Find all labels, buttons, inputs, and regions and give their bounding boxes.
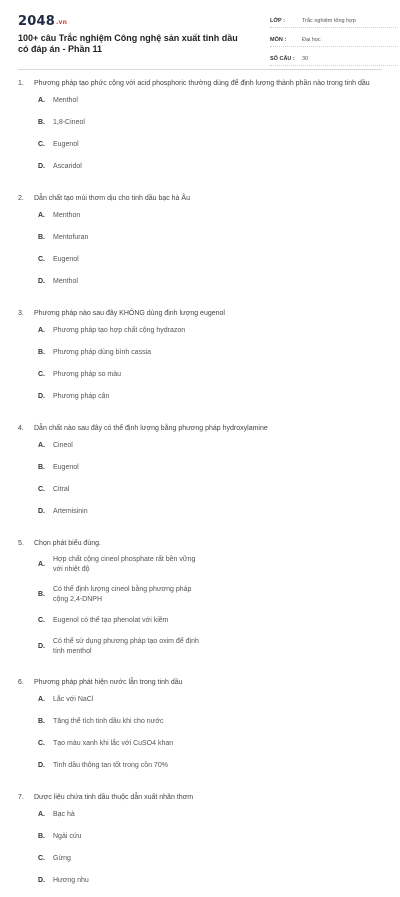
- answer-letter: C.: [38, 740, 45, 747]
- site-logo[interactable]: [18, 14, 67, 29]
- question-number: 4.: [18, 425, 24, 432]
- meta-label: SỐ CÂU :: [270, 55, 295, 62]
- answer-option[interactable]: [38, 325, 211, 337]
- answer-option[interactable]: [38, 391, 211, 403]
- question-header: [18, 423, 382, 434]
- meta-value: Đại học: [302, 36, 321, 43]
- answer-text: Eugenol: [53, 141, 79, 148]
- logo-main: 2048: [18, 14, 55, 29]
- answer-text: Lắc với NaCl: [53, 696, 94, 703]
- answer-options: [18, 809, 382, 897]
- question-text: Phương pháp tạo phức cộng với acid phosphoric thường dùng để định lượng thành phần nào trong tinh dầu: [34, 80, 370, 87]
- answer-letter: B.: [38, 349, 45, 356]
- answer-text: Eugenol có thể tạo phenolat với kiềm: [53, 617, 169, 624]
- question-list: [18, 70, 382, 897]
- question-number: 6.: [18, 679, 24, 686]
- answer-option[interactable]: [38, 95, 211, 107]
- logo-suffix: .vn: [55, 19, 68, 26]
- answer-text: Phương pháp tạo hợp chất cộng hydrazon: [53, 327, 186, 334]
- answer-option[interactable]: [38, 716, 211, 728]
- answer-letter: D.: [38, 393, 45, 400]
- meta-label: LỚP :: [270, 17, 285, 24]
- answer-letter: D.: [38, 278, 45, 285]
- answer-text: Menthon: [53, 212, 81, 219]
- answer-text: Cineol: [53, 442, 73, 449]
- meta-row-count: [270, 52, 398, 66]
- answer-text: Có thể định lượng cineol bằng phương pháp cộng 2,4-DNPH: [53, 586, 192, 603]
- answer-option[interactable]: [38, 555, 211, 575]
- answer-option[interactable]: [38, 760, 211, 772]
- answer-letter: D.: [38, 643, 45, 650]
- answer-text: Menthol: [53, 97, 78, 104]
- page-header: [18, 0, 382, 70]
- question-item: [18, 423, 382, 528]
- answer-letter: A.: [38, 561, 45, 568]
- question-text: Dẫn chất nào sau đây có thể định lượng bằng phương pháp hydroxylamine: [34, 425, 268, 432]
- meta-label: MÔN :: [270, 36, 287, 43]
- answer-letter: D.: [38, 163, 45, 170]
- answer-option[interactable]: [38, 694, 211, 706]
- answer-text: Tinh dầu thông tan tốt trong cồn 70%: [53, 762, 168, 769]
- answer-text: Phương pháp dùng bình cassia: [53, 349, 152, 356]
- answer-options: [18, 694, 382, 782]
- question-text: Chọn phát biểu đúng.: [34, 540, 101, 547]
- answer-option[interactable]: [38, 484, 211, 496]
- answer-text: Citral: [53, 486, 70, 493]
- question-text: Phương pháp phát hiện nước lẫn trong tinh dầu: [34, 679, 183, 686]
- answer-letter: C.: [38, 486, 45, 493]
- answer-text: Phương pháp so màu: [53, 371, 122, 378]
- question-item: [18, 193, 382, 298]
- answer-letter: B.: [38, 591, 45, 598]
- answer-text: Gừng: [53, 855, 71, 862]
- answer-text: Tăng thể tích tinh dầu khi cho nước: [53, 718, 164, 725]
- answer-text: Mentofuran: [53, 234, 89, 241]
- answer-text: Eugenol: [53, 464, 79, 471]
- answer-letter: A.: [38, 97, 45, 104]
- answer-letter: D.: [38, 877, 45, 884]
- answer-letter: B.: [38, 234, 45, 241]
- answer-option[interactable]: [38, 853, 211, 865]
- answer-option[interactable]: [38, 254, 211, 266]
- question-number: 3.: [18, 310, 24, 317]
- answer-letter: A.: [38, 212, 45, 219]
- question-header: [18, 78, 382, 89]
- meta-value: 30: [302, 55, 309, 62]
- answer-options: [18, 210, 382, 298]
- answer-text: Hợp chất cộng cineol phosphate rất bền vững với nhiệt độ: [53, 556, 196, 573]
- answer-option[interactable]: [38, 738, 211, 750]
- answer-text: Phương pháp cân: [53, 393, 110, 400]
- answer-option[interactable]: [38, 637, 211, 657]
- question-item: [18, 78, 382, 183]
- answer-letter: B.: [38, 833, 45, 840]
- question-text: Phương pháp nào sau đây KHÔNG dùng định lượng eugenol: [34, 310, 225, 317]
- answer-letter: B.: [38, 464, 45, 471]
- answer-letter: B.: [38, 119, 45, 126]
- answer-option[interactable]: [38, 161, 211, 173]
- answer-option[interactable]: [38, 276, 211, 288]
- answer-text: Có thể sử dụng phương pháp tạo oxim để định tính menthol: [53, 638, 199, 655]
- answer-text: 1,8-Cineol: [53, 119, 85, 126]
- answer-option[interactable]: [38, 809, 211, 821]
- question-header: [18, 308, 382, 319]
- answer-letter: C.: [38, 855, 45, 862]
- question-header: [18, 193, 382, 204]
- answer-option[interactable]: [38, 585, 211, 605]
- answer-option[interactable]: [38, 347, 211, 359]
- answer-options: [18, 325, 382, 413]
- question-header: [18, 538, 382, 549]
- answer-letter: C.: [38, 141, 45, 148]
- answer-letter: A.: [38, 696, 45, 703]
- answer-option[interactable]: [38, 210, 211, 222]
- answer-option[interactable]: [38, 232, 211, 244]
- meta-row-class: [270, 14, 398, 28]
- answer-options: [18, 95, 382, 183]
- answer-options: [18, 440, 382, 528]
- answer-text: Ngải cứu: [53, 833, 82, 840]
- question-header: [18, 677, 382, 688]
- answer-letter: B.: [38, 718, 45, 725]
- question-item: [18, 792, 382, 897]
- question-text: Dược liệu chứa tinh dầu thuộc dẫn xuất nhân thơm: [34, 794, 194, 801]
- answer-option[interactable]: [38, 462, 211, 474]
- answer-text: Tạo màu xanh khi lắc với CuSO4 khan: [53, 740, 174, 747]
- answer-text: Bạc hà: [53, 811, 75, 818]
- answer-option[interactable]: [38, 117, 211, 129]
- answer-text: Ascaridol: [53, 163, 82, 170]
- question-number: 5.: [18, 540, 24, 547]
- answer-text: Artemisinin: [53, 508, 88, 515]
- question-header: [18, 792, 382, 803]
- answer-letter: C.: [38, 617, 45, 624]
- question-number: 2.: [18, 195, 24, 202]
- answer-text: Eugenol: [53, 256, 79, 263]
- question-text: Dẫn chất tạo mùi thơm dịu cho tinh dầu bạc hà Âu: [34, 195, 190, 202]
- question-number: 7.: [18, 794, 24, 801]
- answer-letter: D.: [38, 508, 45, 515]
- answer-option[interactable]: [38, 506, 211, 518]
- answer-option[interactable]: [38, 831, 211, 843]
- document-title: 100+ câu Trắc nghiệm Công nghệ sản xuất tinh dầu có đáp án - Phần 11: [18, 33, 238, 54]
- answer-options: [18, 555, 382, 667]
- quiz-meta: [270, 14, 398, 71]
- answer-option[interactable]: [38, 440, 211, 452]
- answer-letter: A.: [38, 442, 45, 449]
- question-item: [18, 308, 382, 413]
- answer-text: Menthol: [53, 278, 78, 285]
- answer-option[interactable]: [38, 369, 211, 381]
- answer-letter: A.: [38, 327, 45, 334]
- answer-letter: D.: [38, 762, 45, 769]
- answer-letter: C.: [38, 371, 45, 378]
- answer-letter: C.: [38, 256, 45, 263]
- answer-option[interactable]: [38, 875, 211, 887]
- question-number: 1.: [18, 80, 24, 87]
- answer-letter: A.: [38, 811, 45, 818]
- question-item: [18, 538, 382, 667]
- meta-value: Trắc nghiệm tổng hợp: [302, 17, 356, 24]
- answer-option[interactable]: [38, 139, 211, 151]
- answer-option[interactable]: [38, 615, 211, 627]
- answer-text: Hương nhu: [53, 877, 89, 884]
- meta-row-subject: [270, 33, 398, 47]
- question-item: [18, 677, 382, 782]
